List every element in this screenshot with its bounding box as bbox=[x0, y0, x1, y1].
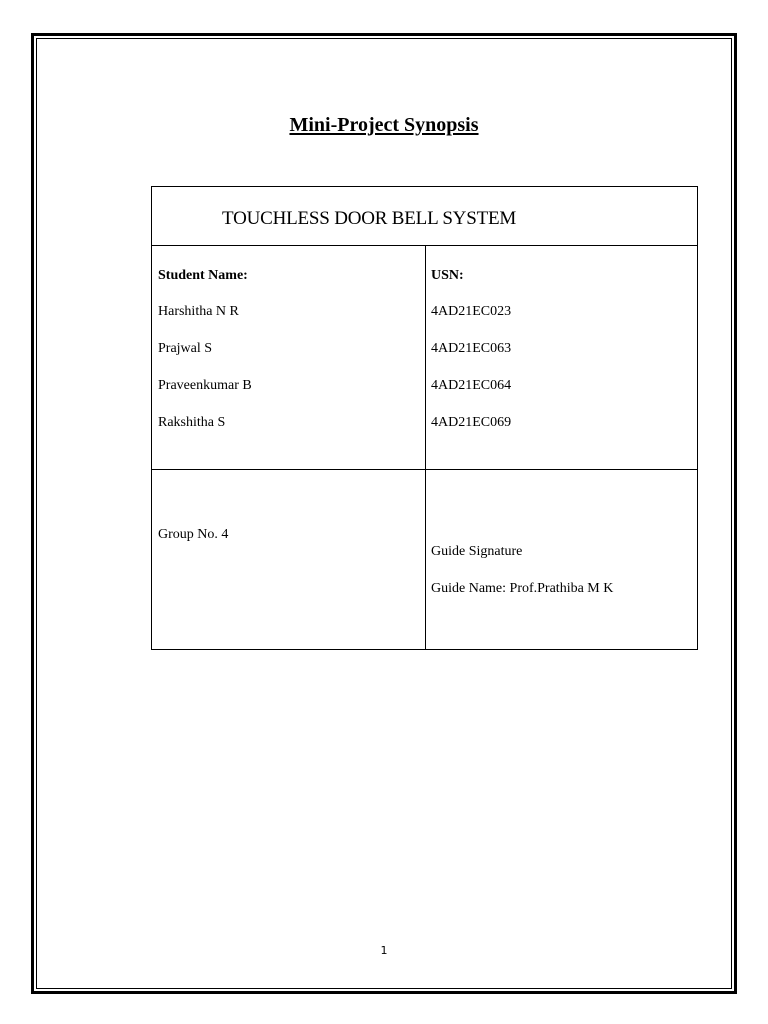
student-usn: 4AD21EC069 bbox=[431, 415, 512, 430]
page-number: 1 bbox=[380, 944, 388, 957]
student-name: Rakshitha S bbox=[158, 415, 226, 430]
page-title: Mini-Project Synopsis bbox=[289, 114, 479, 136]
group-number: Group No. 4 bbox=[158, 527, 229, 542]
student-name: Harshitha N R bbox=[158, 304, 239, 319]
row-divider bbox=[152, 469, 697, 470]
student-usn: 4AD21EC063 bbox=[431, 341, 512, 356]
student-name-header: Student Name: bbox=[158, 268, 248, 283]
guide-signature-label: Guide Signature bbox=[431, 544, 523, 559]
student-name: Prajwal S bbox=[158, 341, 213, 356]
student-usn: 4AD21EC023 bbox=[431, 304, 512, 319]
student-name: Praveenkumar B bbox=[158, 378, 252, 393]
project-title: TOUCHLESS DOOR BELL SYSTEM bbox=[222, 208, 517, 229]
usn-header: USN: bbox=[431, 268, 464, 283]
student-usn: 4AD21EC064 bbox=[431, 378, 512, 393]
column-divider bbox=[425, 246, 426, 650]
project-title-row bbox=[152, 187, 697, 246]
synopsis-table bbox=[151, 186, 698, 650]
guide-name: Guide Name: Prof.Prathiba M K bbox=[431, 581, 614, 596]
